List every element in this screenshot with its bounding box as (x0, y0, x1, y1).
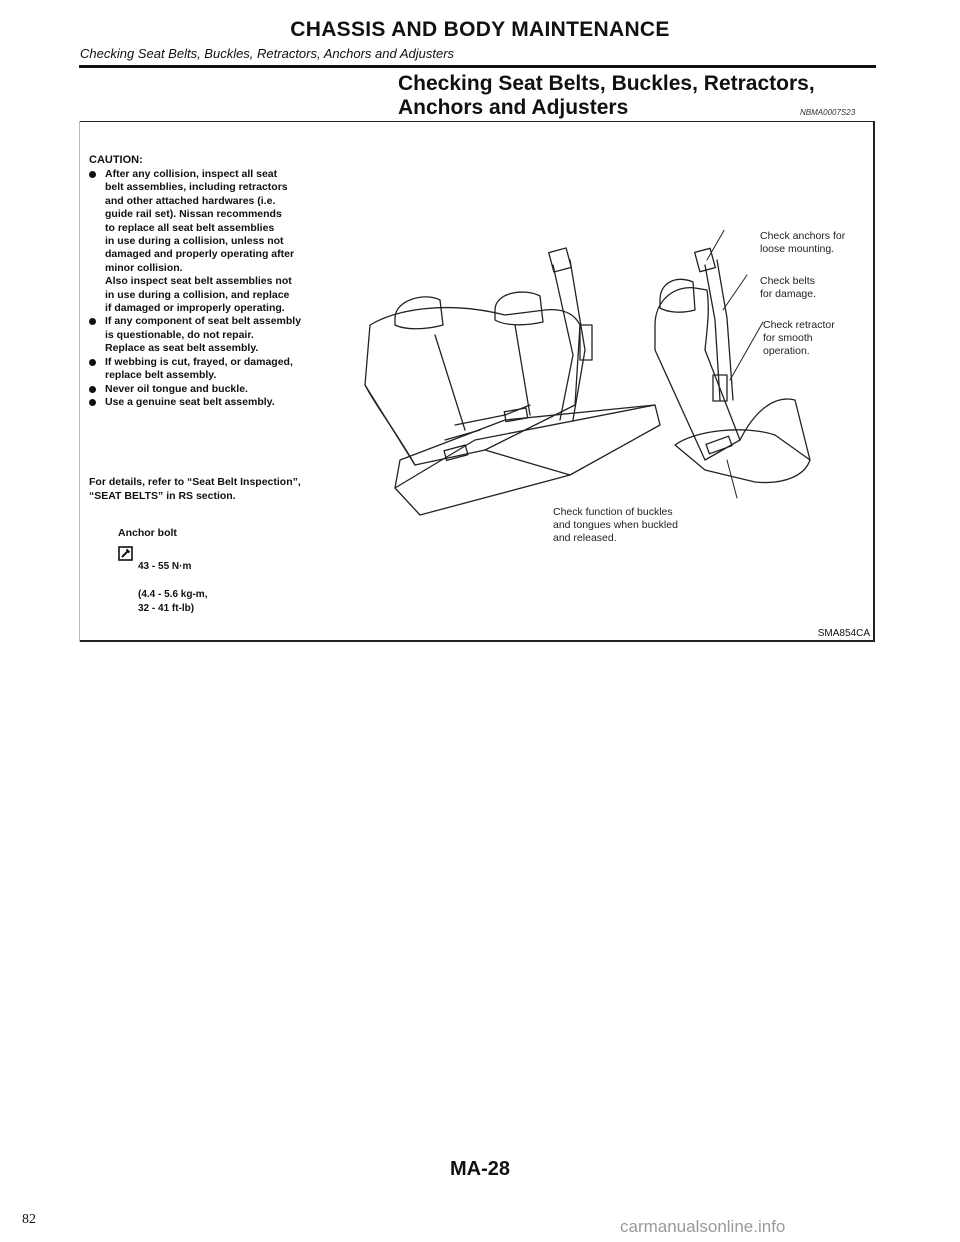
caution-list (89, 168, 374, 409)
bullet-icon (89, 171, 96, 178)
caution-item (89, 356, 374, 383)
rear-seat-cushion (395, 405, 660, 515)
torque-kgm-ftlb: (4.4 - 5.6 kg-m, 32 - 41 ft-lb) (138, 589, 208, 614)
reference-code: NBMA0007S23 (800, 108, 856, 117)
front-seat-belt (705, 260, 733, 400)
rear-headrest-right (495, 292, 543, 325)
caution-item (89, 315, 374, 355)
bullet-icon (89, 399, 96, 406)
callout-check-retractor: Check retractor for smooth operation. (763, 319, 835, 357)
page-number: MA-28 (449, 1158, 510, 1180)
torque-nm: 43 - 55 N·m (138, 561, 192, 572)
details-reference: For details, refer to “Seat Belt Inspection”, “SEAT BELTS” in RS section. (89, 476, 301, 502)
callout-check-buckles: Check function of buckles and tongues when buckled and released. (553, 506, 678, 544)
side-page-number: 82 (22, 1212, 36, 1227)
figure-left-border (79, 121, 80, 642)
section-title-line1: Checking Seat Belts, Buckles, Retractors, (398, 72, 815, 95)
callout-check-anchors: Check anchors for loose mounting. (760, 230, 846, 255)
caution-item-text: After any collision, inspect all seat belt assemblies, including retractors and other attached hardwares (i.e. guide rail set). Nissan recommends to replace all seat belt assemblies in use during a collision, unless not damaged and properly operating after minor collision. Also inspect seat belt assemblies not in use during a collision, and replace if damaged or improperly operating. (105, 168, 295, 315)
page-header-subtitle: Checking Seat Belts, Buckles, Retractors, Anchors and Adjusters (80, 46, 455, 61)
section-title (398, 72, 815, 120)
caution-item (89, 383, 374, 396)
caution-item-text: Use a genuine seat belt assembly. (105, 395, 275, 408)
bullet-icon (89, 318, 96, 325)
figure-code: SMA854CA (817, 628, 870, 639)
torque-wrench-icon (118, 546, 133, 561)
caution-item (89, 396, 374, 409)
callout-check-belts: Check belts for damage. (760, 275, 817, 300)
caution-heading: CAUTION: (89, 154, 143, 166)
front-headrest (660, 279, 695, 312)
caution-item (89, 168, 374, 315)
seat-belt-illustration (355, 230, 825, 550)
caution-item-text: Never oil tongue and buckle. (105, 382, 248, 395)
anchor-bolt-label: Anchor bolt (118, 527, 177, 539)
caution-item-text: If webbing is cut, frayed, or damaged, replace belt assembly. (105, 355, 293, 382)
bullet-icon (89, 386, 96, 393)
caution-item-text: If any component of seat belt assembly is questionable, do not repair. Replace as seat belt assembly. (105, 315, 302, 355)
watermark-text: carmanualsonline.info (620, 1217, 786, 1236)
bullet-icon (89, 359, 96, 366)
torque-spec (138, 546, 207, 630)
section-title-line2: Anchors and Adjusters (398, 96, 629, 119)
page-header-title: CHASSIS AND BODY MAINTENANCE (290, 18, 670, 41)
header-rule (79, 65, 876, 68)
